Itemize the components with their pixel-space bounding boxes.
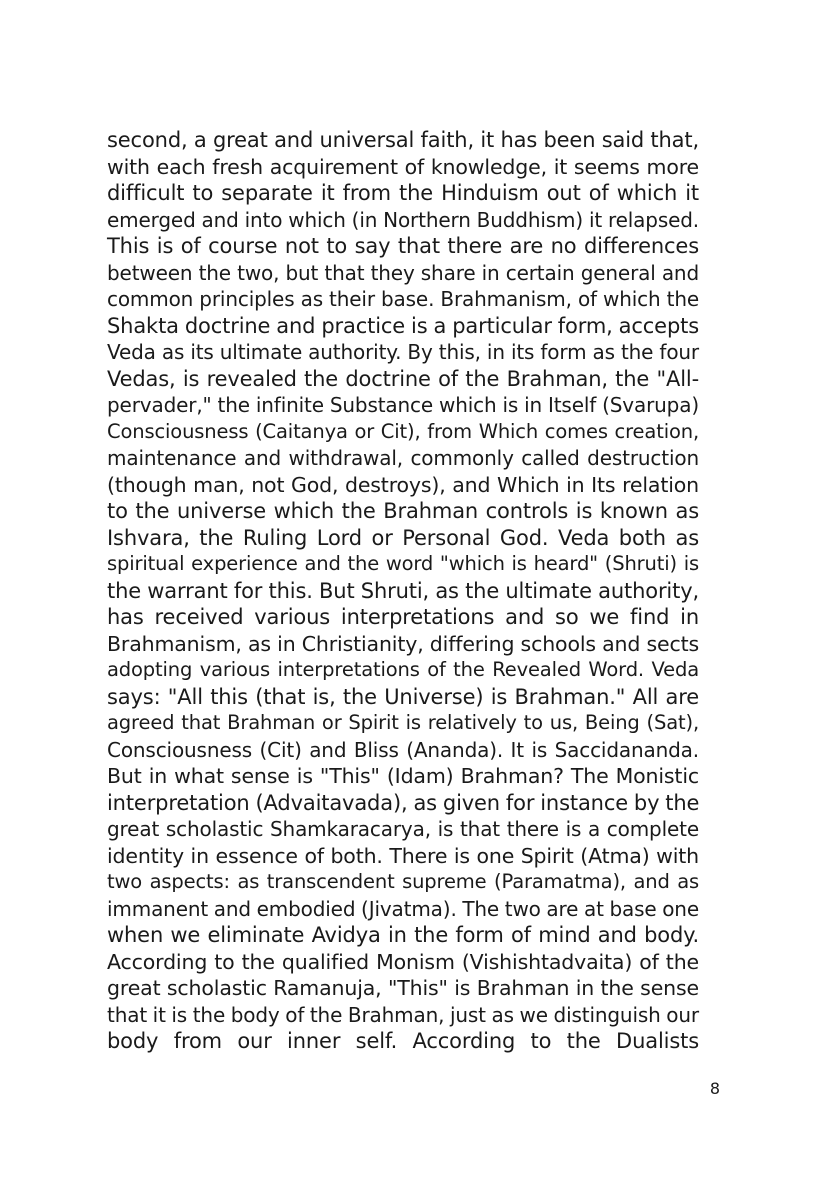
text-line: agreed that Brahman or Spirit is relatively to us, Being (Sat), [107, 711, 699, 734]
text-line: Ishvara, the Ruling Lord or Personal God. Veda both as [107, 525, 699, 550]
text-line: But in what sense is "This" (Idam) Brahman? The Monistic [107, 764, 699, 788]
text-line: (though man, not God, destroys), and Which in Its relation [107, 472, 699, 497]
text-line: identity in essence of both. There is one Spirit (Atma) with [107, 843, 699, 868]
text-line: two aspects: as transcendent supreme (Paramatma), and as [107, 870, 699, 893]
text-line: great scholastic Ramanuja, "This" is Brahman in the sense [107, 976, 699, 1000]
text-line: spiritual experience and the word "which is heard" (Shruti) is [107, 552, 699, 575]
text-line: that it is the body of the Brahman, just as we distinguish our [107, 1002, 699, 1027]
text-line: Vedas, is revealed the doctrine of the Brahman, the "All- [107, 366, 699, 391]
text-line: when we eliminate Avidya in the form of mind and body. [107, 923, 699, 947]
text-line: says: "All this (that is, the Universe) is Brahman." All are [107, 684, 699, 709]
text-line: has received various interpretations and so we find in [107, 605, 699, 629]
text-line: Consciousness (Cit) and Bliss (Ananda). It is Saccidananda. [107, 737, 699, 762]
text-line: great scholastic Shamkaracarya, is that there is a complete [107, 817, 699, 841]
text-line: difficult to separate it from the Hinduism out of which it [107, 181, 699, 205]
text-line: immanent and embodied (Jivatma). The two are at base one [107, 896, 699, 921]
text-line: second, a great and universal faith, it has been said that, [107, 128, 699, 152]
text-line: to the universe which the Brahman controls is known as [107, 499, 699, 523]
text-line: between the two, but that they share in certain general and [107, 260, 699, 285]
page-number: 8 [709, 1079, 720, 1098]
text-line: adopting various interpretations of the Revealed Word. Veda [107, 658, 699, 681]
text-line: pervader," the infinite Substance which is in Itself (Svarupa) [107, 393, 699, 417]
text-line: This is of course not to say that there are no differences [107, 234, 699, 258]
text-line: Shakta doctrine and practice is a particular form, accepts [107, 313, 699, 338]
text-line: emerged and into which (in Northern Buddhism) it relapsed. [107, 207, 699, 232]
text-line: body from our inner self. According to the Dualists [107, 1029, 699, 1053]
text-line: common principles as their base. Brahmanism, of which the [107, 287, 699, 311]
body-paragraph [107, 127, 699, 1055]
text-line: with each fresh acquirement of knowledge, it seems more [107, 154, 699, 179]
text-line: Consciousness (Caitanya or Cit), from Which comes creation, [107, 419, 699, 443]
text-line: Veda as its ultimate authority. By this, in its form as the four [107, 340, 699, 364]
text-line: the warrant for this. But Shruti, as the ultimate authority, [107, 578, 699, 603]
text-line: Brahmanism, as in Christianity, differing schools and sects [107, 631, 699, 656]
text-line: According to the qualified Monism (Vishishtadvaita) of the [107, 949, 699, 974]
text-line: interpretation (Advaitavada), as given for instance by the [107, 790, 700, 815]
text-line: maintenance and withdrawal, commonly called destruction [107, 446, 699, 470]
